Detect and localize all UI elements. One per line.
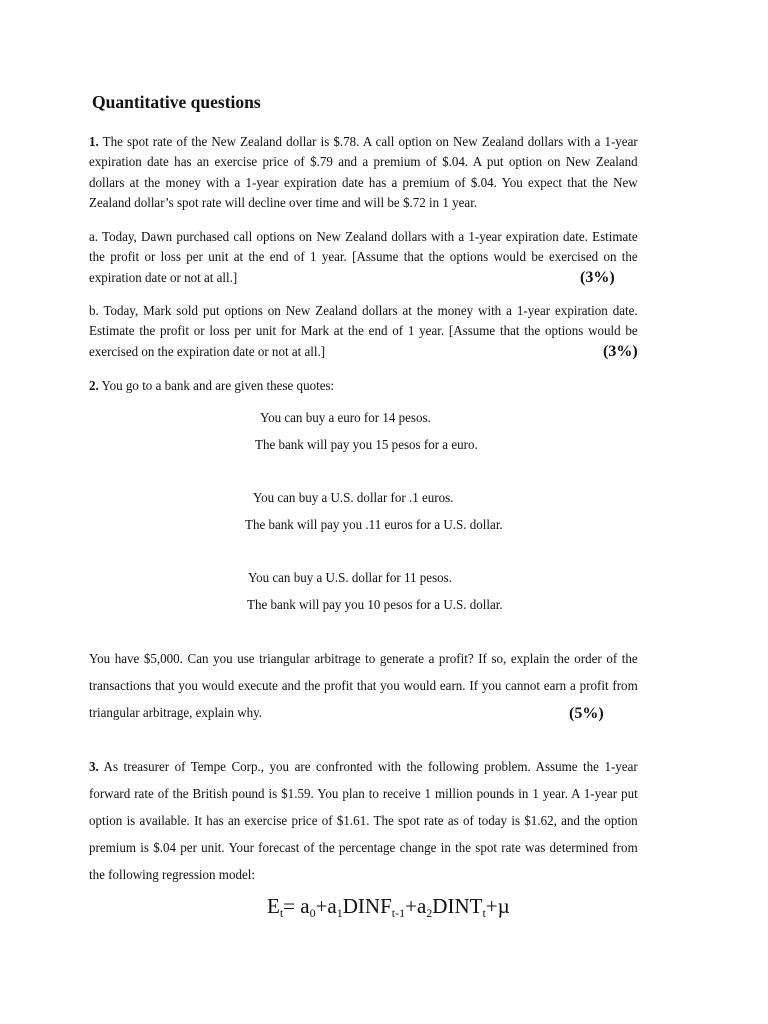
question-1a-percent: (3%)	[580, 269, 615, 286]
question-1-number: 1.	[89, 135, 99, 150]
question-3	[89, 754, 638, 889]
question-1	[89, 133, 638, 214]
quote-line-3: You can buy a U.S. dollar for .1 euros.	[253, 491, 454, 506]
eq-dinf-sub: t-1	[391, 906, 406, 920]
question-2-percent: (5%)	[569, 705, 604, 722]
quote-line-4: The bank will pay you .11 euros for a U.S. dollar.	[245, 518, 503, 533]
quote-line-5: You can buy a U.S. dollar for 11 pesos.	[248, 571, 452, 586]
question-3-number: 3.	[89, 760, 99, 775]
question-2-intro-text: You go to a bank and are given these quotes:	[101, 379, 335, 394]
eq-a0-sub: 0	[309, 906, 316, 920]
question-2-body	[89, 646, 638, 727]
question-1b-percent: (3%)	[603, 343, 638, 360]
regression-equation	[267, 894, 510, 921]
eq-dint: DINT	[432, 894, 483, 918]
question-1a	[89, 228, 638, 289]
question-1b-text: b. Today, Mark sold put options on New Zealand dollars at the money with a 1-year expiration date. Estimate the profit or loss per unit for Mark at the end of 1 year. [Assume that the options would be exercised on the expiration date or not at all.]	[89, 304, 638, 360]
question-3-text: As treasurer of Tempe Corp., you are confronted with the following problem. Assume the 1-year forward rate of the British pound is $1.59. You plan to receive 1 million pounds in 1 year. A 1-year put option is available. It has an exercise price of $1.61. The spot rate as of today is $1.62, and the option premium is $.04 per unit. Your forecast of the percentage change in the spot rate was determined from the following regression model:	[89, 760, 638, 883]
eq-part-1: = a	[283, 894, 310, 918]
eq-dinf: DINF	[342, 894, 392, 918]
question-2-intro	[89, 377, 638, 397]
quote-line-2: The bank will pay you 15 pesos for a euro.	[255, 438, 478, 453]
eq-part-3: +a	[405, 894, 427, 918]
quote-line-1: You can buy a euro for 14 pesos.	[260, 411, 431, 426]
eq-a2-sub: 2	[426, 906, 433, 920]
quote-line-6: The bank will pay you 10 pesos for a U.S. dollar.	[247, 598, 503, 613]
eq-mu: +µ	[485, 894, 510, 918]
question-1-text: The spot rate of the New Zealand dollar is $.78. A call option on New Zealand dollars with a 1-year expiration date has an exercise price of $.79 and a premium of $.04. A put option on New Zealand dollars at the money with a 1-year expiration date has a premium of $.04. You expect that the New Zealand dollar’s spot rate will decline over time and will be $.72 in 1 year.	[89, 135, 638, 211]
eq-e: E	[267, 894, 280, 918]
eq-dint-sub: t	[482, 906, 486, 920]
question-2-number: 2.	[89, 379, 99, 394]
question-1a-text: a. Today, Dawn purchased call options on New Zealand dollars with a 1-year expiration date. Estimate the profit or loss per unit at the end of 1 year. [Assume that the options would be exercised on the expiration date or not at all.]	[89, 230, 638, 286]
eq-part-2: +a	[315, 894, 337, 918]
question-2-body-text: You have $5,000. Can you use triangular arbitrage to generate a profit? If so, explain the order of the transactions that you would execute and the profit that you would earn. If you cannot earn a profit from triangular arbitrage, explain why.	[89, 652, 638, 721]
page-heading: Quantitative questions	[92, 92, 261, 112]
eq-a1-sub: 1	[336, 906, 343, 920]
eq-e-sub: t	[279, 906, 284, 920]
question-1b	[89, 302, 638, 363]
